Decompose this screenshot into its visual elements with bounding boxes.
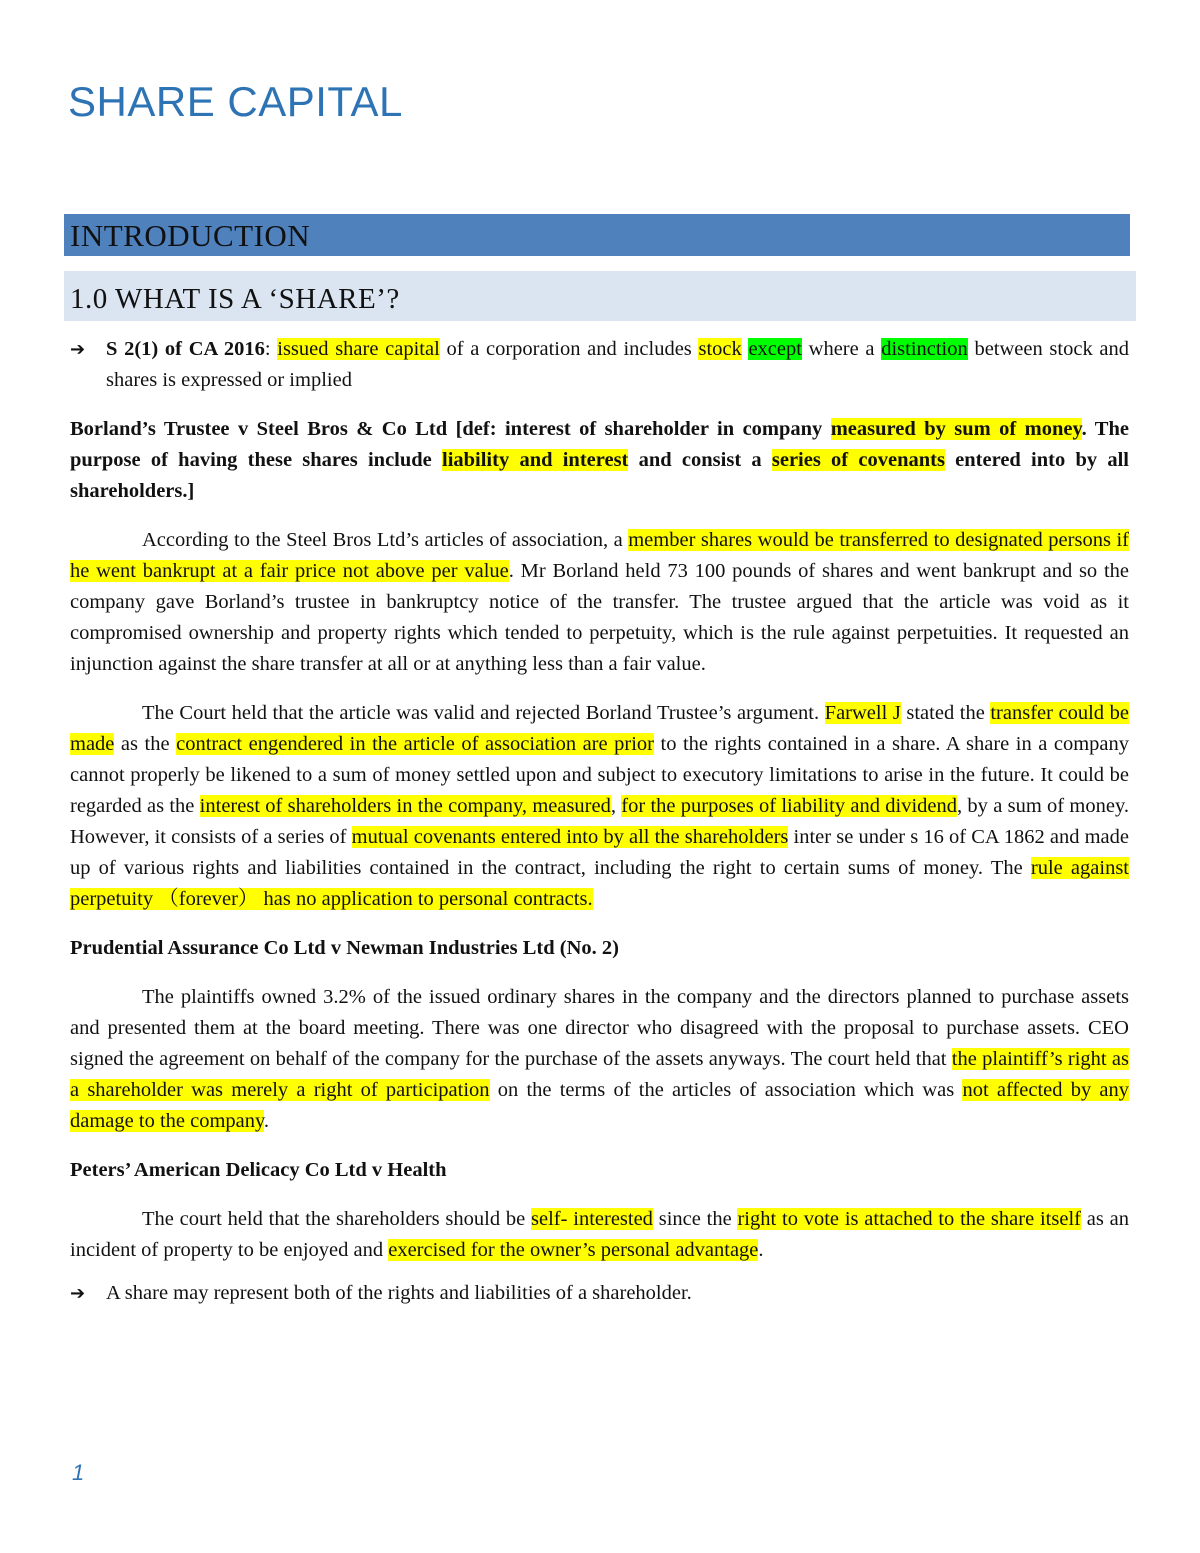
highlight: exercised for the owner’s personal advantage [388, 1239, 759, 1261]
highlight: issued share capital [277, 338, 440, 360]
closing-bullet [70, 1278, 1129, 1309]
highlight: liability and interest [442, 449, 629, 471]
case-heading-borland: Borland’s Trustee v Steel Bros & Co Ltd [def: interest of shareholder in company measured by sum of money. The purpose of having these shares include liability and interest and consist a series of covenants entered into by all shareholders.] [70, 418, 1129, 502]
highlight: mutual covenants entered into by all the shareholders [351, 826, 789, 848]
highlight: the plaintiff’s right as a shareholder was merely a right of participation [70, 1048, 1129, 1101]
document-body [70, 334, 1129, 1309]
section-heading: 1.0 WHAT IS A ‘SHARE’? [64, 271, 1136, 321]
paragraph: The court held that the shareholders should be self- interested since the right to vote is attached to the share itself as an incident of property to be enjoyed and exercised for the owner’s personal advantage. [70, 1208, 1129, 1261]
paragraph: The Court held that the article was valid and rejected Borland Trustee’s argument. Farwell J stated the transfer could be made as the contract engendered in the article of association are prior to the rights contained in a share. A share in a company cannot properly be likened to a sum of money settled upon and subject to executory limitations to arise in the future. It could be regarded as the interest of shareholders in the company, measured, for the purposes of liability and dividend, by a sum of money. However, it consists of a series of mutual covenants entered into by all the shareholders inter se under s 16 of CA 1862 and made up of various rights and liabilities contained in the contract, including the right to certain sums of money. The rule against perpetuity （forever） has no application to personal contracts. [70, 702, 1129, 910]
highlight: not affected by any damage to the company [70, 1079, 1130, 1132]
definition-bullet [70, 334, 1129, 396]
highlight: self- interested [531, 1208, 653, 1230]
highlight: stock [698, 338, 742, 360]
highlight-green: except [748, 338, 802, 360]
highlight: measured by sum of money [830, 418, 1082, 440]
definition-text: S 2(1) of CA 2016: issued share capital of a corporation and includes stock except where a distinction between stock and shares is expressed or implied [106, 338, 1129, 391]
highlight: contract engendered in the article of association are prior [176, 733, 654, 755]
arrow-bullet-icon: ➔ [70, 1283, 86, 1304]
highlight: series of covenants [771, 449, 945, 471]
introduction-banner: INTRODUCTION [64, 214, 1130, 256]
paragraph: According to the Steel Bros Ltd’s articles of association, a member shares would be transferred to designated persons if he went bankrupt at a fair price not above per value. Mr Borland held 73 100 pounds of shares and went bankrupt and so the company gave Borland’s trustee in bankruptcy notice of the transfer. The trustee argued that the article was void as it compromised ownership and property rights which tended to perpetuity, which is the rule against perpetuities. It requested an injunction against the share transfer at all or at anything less than a fair value. [70, 529, 1129, 675]
paragraph: The plaintiffs owned 3.2% of the issued ordinary shares in the company and the directors planned to purchase assets and presented them at the board meeting. There was one director who disagreed with the proposal to purchase assets. CEO signed the agreement on behalf of the company for the purchase of the assets anyways. The court held that the plaintiff’s right as a shareholder was merely a right of participation on the terms of the articles of association which was not affected by any damage to the company. [70, 986, 1130, 1132]
page-title: SHARE CAPITAL [68, 78, 403, 125]
closing-text: A share may represent both of the rights and liabilities of a shareholder. [106, 1282, 692, 1304]
case-heading-peters: Peters’ American Delicacy Co Ltd v Health [70, 1159, 447, 1181]
case-heading-prudential: Prudential Assurance Co Ltd v Newman Industries Ltd (No. 2) [70, 937, 619, 959]
highlight: member shares would be transferred to designated persons if he went bankrupt at a fair price not above per value [70, 529, 1129, 582]
highlight: rule against perpetuity （forever） has no application to personal contracts. [70, 857, 1129, 910]
highlight: right to vote is attached to the share itself [737, 1208, 1081, 1230]
highlight-green: distinction [881, 338, 968, 360]
arrow-bullet-icon: ➔ [70, 339, 86, 360]
statute-reference: S 2(1) of CA 2016 [106, 338, 265, 360]
page-number: 1 [72, 1460, 85, 1485]
highlight: transfer could be made [70, 702, 1129, 755]
highlight: interest of shareholders in the company, measured [199, 795, 611, 817]
highlight: for the purposes of liability and dividend [621, 795, 958, 817]
highlight: Farwell J [824, 702, 901, 724]
